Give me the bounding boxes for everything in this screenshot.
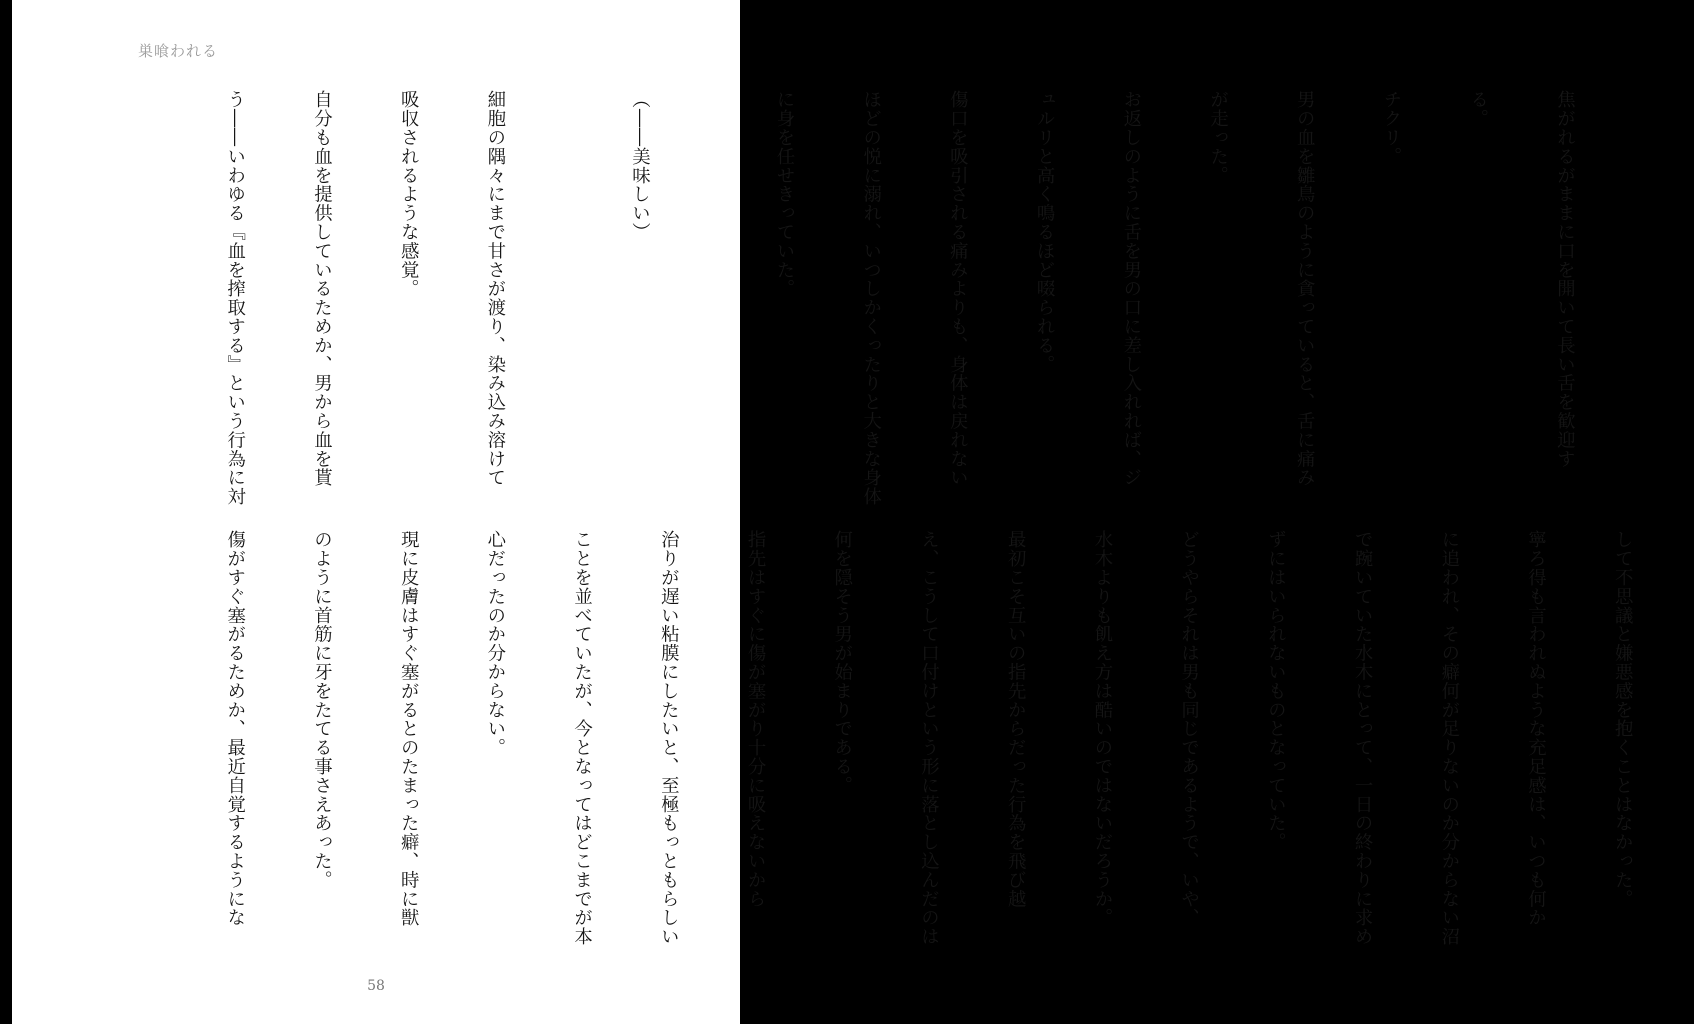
text-line: お返しのように舌を男の口に差し入れれば、ジ — [1120, 90, 1142, 487]
text-line: チクリ。 — [1380, 90, 1402, 166]
text-block-lower — [162, 530, 1694, 950]
text-line: 治りが遅い粘膜にしたいと、至極もっともらしい — [658, 530, 680, 946]
text-line: 細胞の隅々にまで甘さが渡り、染み込み溶けて — [484, 90, 506, 487]
text-line: に追われ、その癖何が足りないのか分からない沼 — [1438, 530, 1460, 946]
text-line: に身を任せきっていた。 — [773, 90, 795, 298]
text-line: え、こうして口付けという形に落とし込んだのは — [918, 530, 940, 946]
text-line: ュルリと高く鳴るほど啜られる。 — [1034, 90, 1056, 374]
text-block-upper — [162, 90, 1636, 510]
page-number: 58 — [367, 978, 385, 994]
text-line: 自分も血を提供しているためか、男から血を貰 — [311, 90, 333, 487]
text-line: 寧ろ得も言われぬような充足感は、いつも何か — [1525, 530, 1547, 927]
text-line: 焦がれるがままに口を開いて長い舌を歓迎す — [1554, 90, 1576, 468]
text-line: で踠いていた水木にとって、一日の終わりに求め — [1352, 530, 1374, 946]
text-line: 傷口を吸引される痛みよりも、身体は戻れない — [947, 90, 969, 487]
text-line: 吸収されるような感覚。 — [398, 90, 420, 298]
text-line: 最初こそ互いの指先からだった行為を飛び越 — [1005, 530, 1027, 908]
text-line: ほどの悦に溺れ、いつしかくったりと大きな身体 — [860, 90, 882, 506]
text-line: 何を隠そう男が始まりである。 — [831, 530, 853, 795]
text-line: どうやらそれは男も同じであるようで、いや、 — [1178, 530, 1200, 927]
text-line: （――美味しい） — [629, 90, 651, 242]
text-line: 現に皮膚はすぐ塞がるとのたまった癖、時に獣 — [398, 530, 420, 927]
text-line: のように首筋に牙をたてる事さえあった。 — [311, 530, 333, 890]
text-line: る。 — [1467, 90, 1489, 128]
text-line: 傷がすぐ塞がるためか、最近自覚するようにな — [224, 530, 246, 927]
text-line: ことを並べていたが、今となってはどこまでが本 — [571, 530, 593, 946]
text-line: 指先はすぐに傷が塞がり十分に吸えないから — [745, 530, 767, 908]
text-line: う――いわゆる『血を搾取する』という行為に対 — [224, 90, 246, 506]
text-line: が走った。 — [1207, 90, 1229, 185]
text-line: して不思議と嫌悪感を抱くことはなかった。 — [1612, 530, 1634, 908]
book-page — [12, 0, 1634, 1024]
text-line: 男の血を雛鳥のように貪っていると、舌に痛み — [1294, 90, 1316, 487]
text-line: 心だったのか分からない。 — [484, 530, 506, 757]
text-line: 水木よりも飢え方は酷いのではないだろうか。 — [1091, 530, 1113, 927]
running-head: 巣喰われる — [138, 42, 219, 60]
text-line: ずにはいられないものとなっていた。 — [1265, 530, 1287, 852]
